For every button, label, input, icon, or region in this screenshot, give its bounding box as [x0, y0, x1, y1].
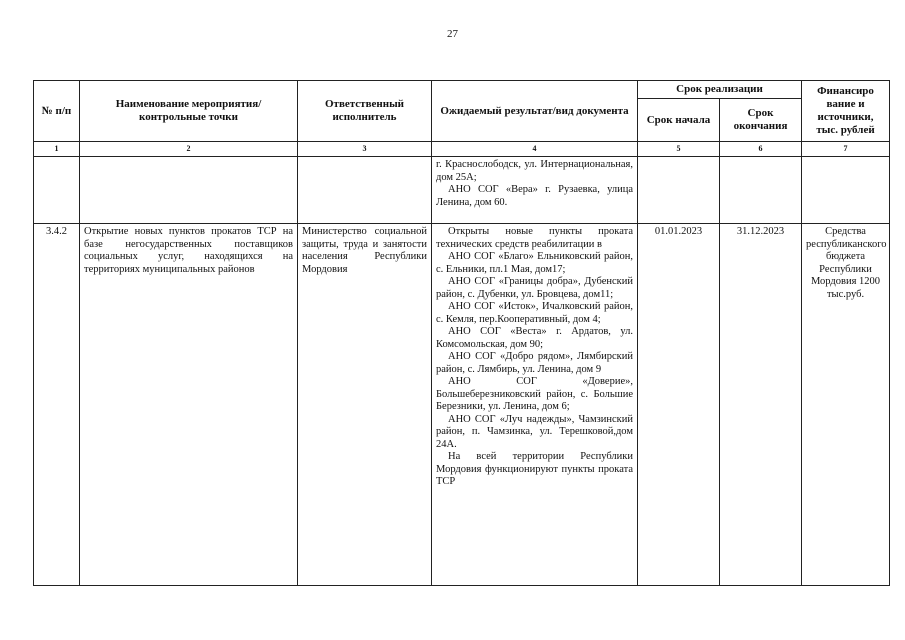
header-num: № п/п — [34, 81, 80, 142]
header-finance: Финансиро вание и источники, тыс. рублей — [802, 81, 890, 142]
column-number: 4 — [432, 142, 638, 157]
result-line: АНО СОГ «Вера» г. Рузаевка, улица Ленина, дом 60. — [436, 184, 633, 208]
result-line: Открыты новые пункты проката технических средств реабилитации в — [436, 226, 633, 250]
result-line: АНО СОГ «Исток», Ичалковский район, с. Кемля, пер.Кооперативный, дом 4; — [436, 301, 633, 325]
continuation-result-cell — [432, 157, 638, 224]
column-numbers-row — [34, 142, 890, 157]
row-end-date: 31.12.2023 — [720, 224, 802, 586]
header-end: Срок окончания — [720, 99, 802, 142]
header-result: Ожидаемый результат/вид документа — [432, 81, 638, 142]
row-number: 3.4.2 — [34, 224, 80, 586]
row-executor: Министерство социальной защиты, труда и занятости населения Республики Мордовия — [298, 224, 432, 586]
column-number: 5 — [638, 142, 720, 157]
header-start: Срок начала — [638, 99, 720, 142]
row-start-date: 01.01.2023 — [638, 224, 720, 586]
result-line: АНО СОГ «Доверие», Большеберезниковский район, с. Большие Березники, ул. Ленина, дом 6; — [436, 376, 633, 412]
header-name: Наименование мероприятия/ контрольные точки — [80, 81, 298, 142]
row-result-cell — [432, 224, 638, 586]
continuation-row — [34, 157, 890, 224]
result-line: На всей территории Республики Мордовия функционируют пункты проката ТСР — [436, 451, 633, 487]
header-row — [34, 81, 890, 99]
row-name: Открытие новых пунктов прокатов ТСР на базе негосударственных поставщиков социальных услуг, находящихся на территориях муниципальных районов — [80, 224, 298, 586]
page-number: 27 — [447, 28, 458, 40]
result-line: АНО СОГ «Луч надежды», Чамзинский район, п. Чамзинка, ул. Терешковой,дом 24А. — [436, 413, 633, 450]
result-line: АНО СОГ «Веста» г. Ардатов, ул. Комсомольская, дом 90; — [436, 326, 633, 350]
result-line: АНО СОГ «Благо» Ельниковский район, с. Ельники, пл.1 Мая, дом17; — [436, 251, 633, 275]
column-number: 7 — [802, 142, 890, 157]
row-finance: Средства республиканского бюджета Республики Мордовия 1200 тыс.руб. — [802, 224, 890, 586]
result-line: г. Краснослободск, ул. Интернациональная, дом 25А; — [436, 159, 633, 183]
column-number: 6 — [720, 142, 802, 157]
column-number: 2 — [80, 142, 298, 157]
column-number: 3 — [298, 142, 432, 157]
column-number: 1 — [34, 142, 80, 157]
table-row — [34, 224, 890, 586]
plan-table — [33, 80, 890, 586]
result-line: АНО СОГ «Границы добра», Дубенский район, с. Дубенки, ул. Бровцева, дом11; — [436, 276, 633, 300]
header-executor: Ответственный исполнитель — [298, 81, 432, 142]
result-line: АНО СОГ «Добро рядом», Лямбирский район, с. Лямбирь, ул. Ленина, дом 9 — [436, 351, 633, 375]
header-period: Срок реализации — [638, 81, 802, 99]
